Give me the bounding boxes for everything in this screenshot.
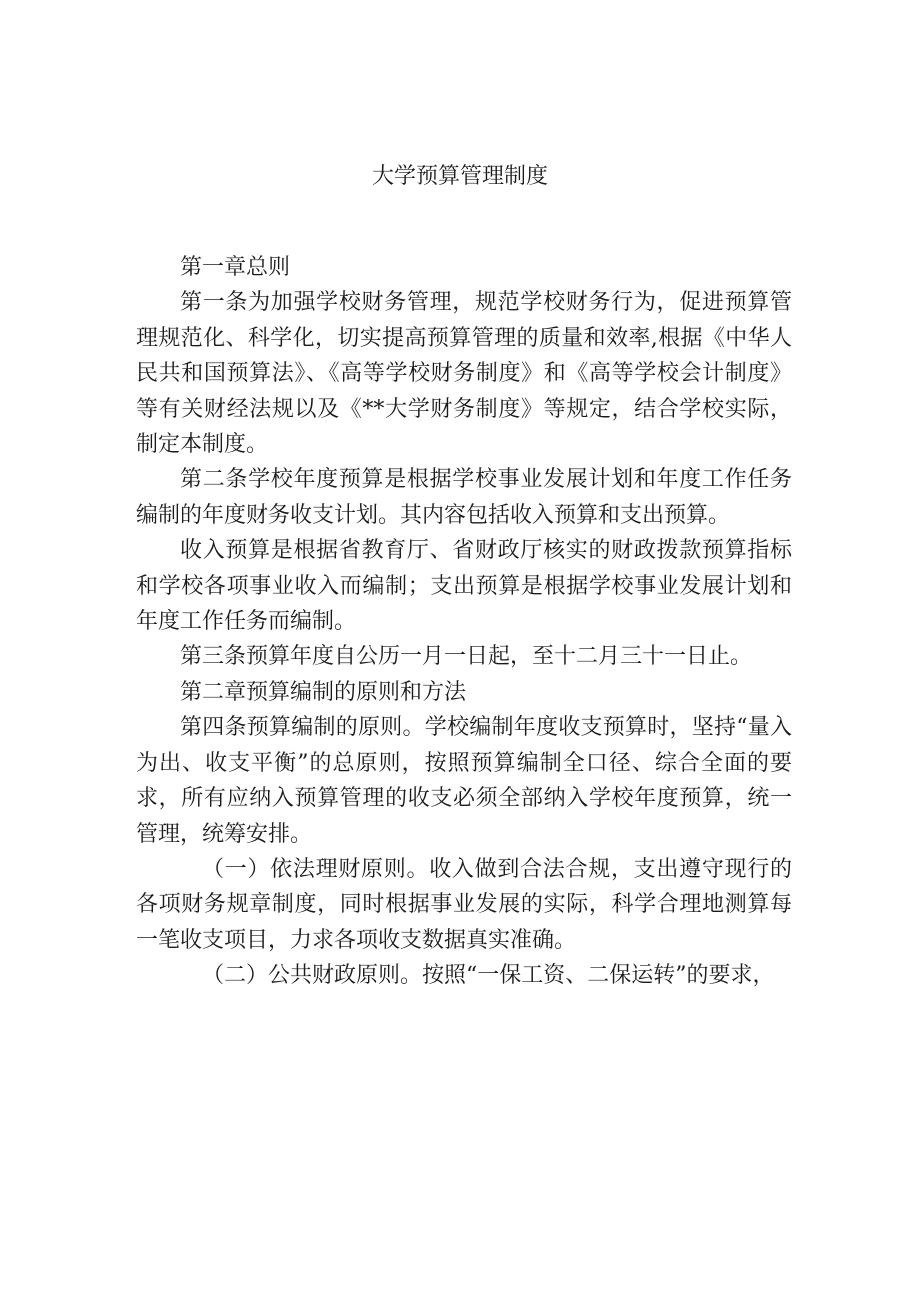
document-body [136, 250, 792, 994]
chapter-heading-1: 第一章总则 [180, 255, 291, 280]
article-2-detail: 收入预算是根据省教育厅、省财政厅核实的财政拨款预算指标和学校各项事业收入而编制；支出预算是根据学校事业发展计划和年度工作任务而编制。 [136, 538, 792, 635]
article-4-item-1: （一）依法理财原则。收入做到合法合规，支出遵守现行的各项财务规章制度，同时根据事业发展的实际，科学合理地测算每一笔收支项目，力求各项收支数据真实准确。 [136, 856, 792, 953]
article-3: 第三条预算年度自公历一月一日起，至十二月三十一日止。 [180, 644, 753, 670]
article-4: 第四条预算编制的原则。学校编制年度收支预算时，坚持“量入为出、收支平衡”的总原则，按照预算编制全口径、综合全面的要求，所有应纳入预算管理的收支必须全部纳入学校年度预算，统一管理，统筹安排。 [136, 715, 792, 847]
article-1: 第一条为加强学校财务管理，规范学校财务行为，促进预算管理规范化、科学化，切实提高预算管理的质量和效率,根据《中华人民共和国预算法》、《高等学校财务制度》和《高等学校会计制度》等有关财经法规以及《**大学财务制度》等规定，结合学校实际，制定本制度。 [136, 290, 792, 458]
document-title: 大学预算管理制度 [371, 164, 548, 189]
article-2: 第二条学校年度预算是根据学校事业发展计划和年度工作任务编制的年度财务收支计划。其内容包括收入预算和支出预算。 [136, 467, 792, 528]
article-4-item-2: （二）公共财政原则。按照“一保工资、二保运转”的要求， [202, 963, 775, 989]
chapter-heading-2: 第二章预算编制的原则和方法 [180, 679, 467, 705]
